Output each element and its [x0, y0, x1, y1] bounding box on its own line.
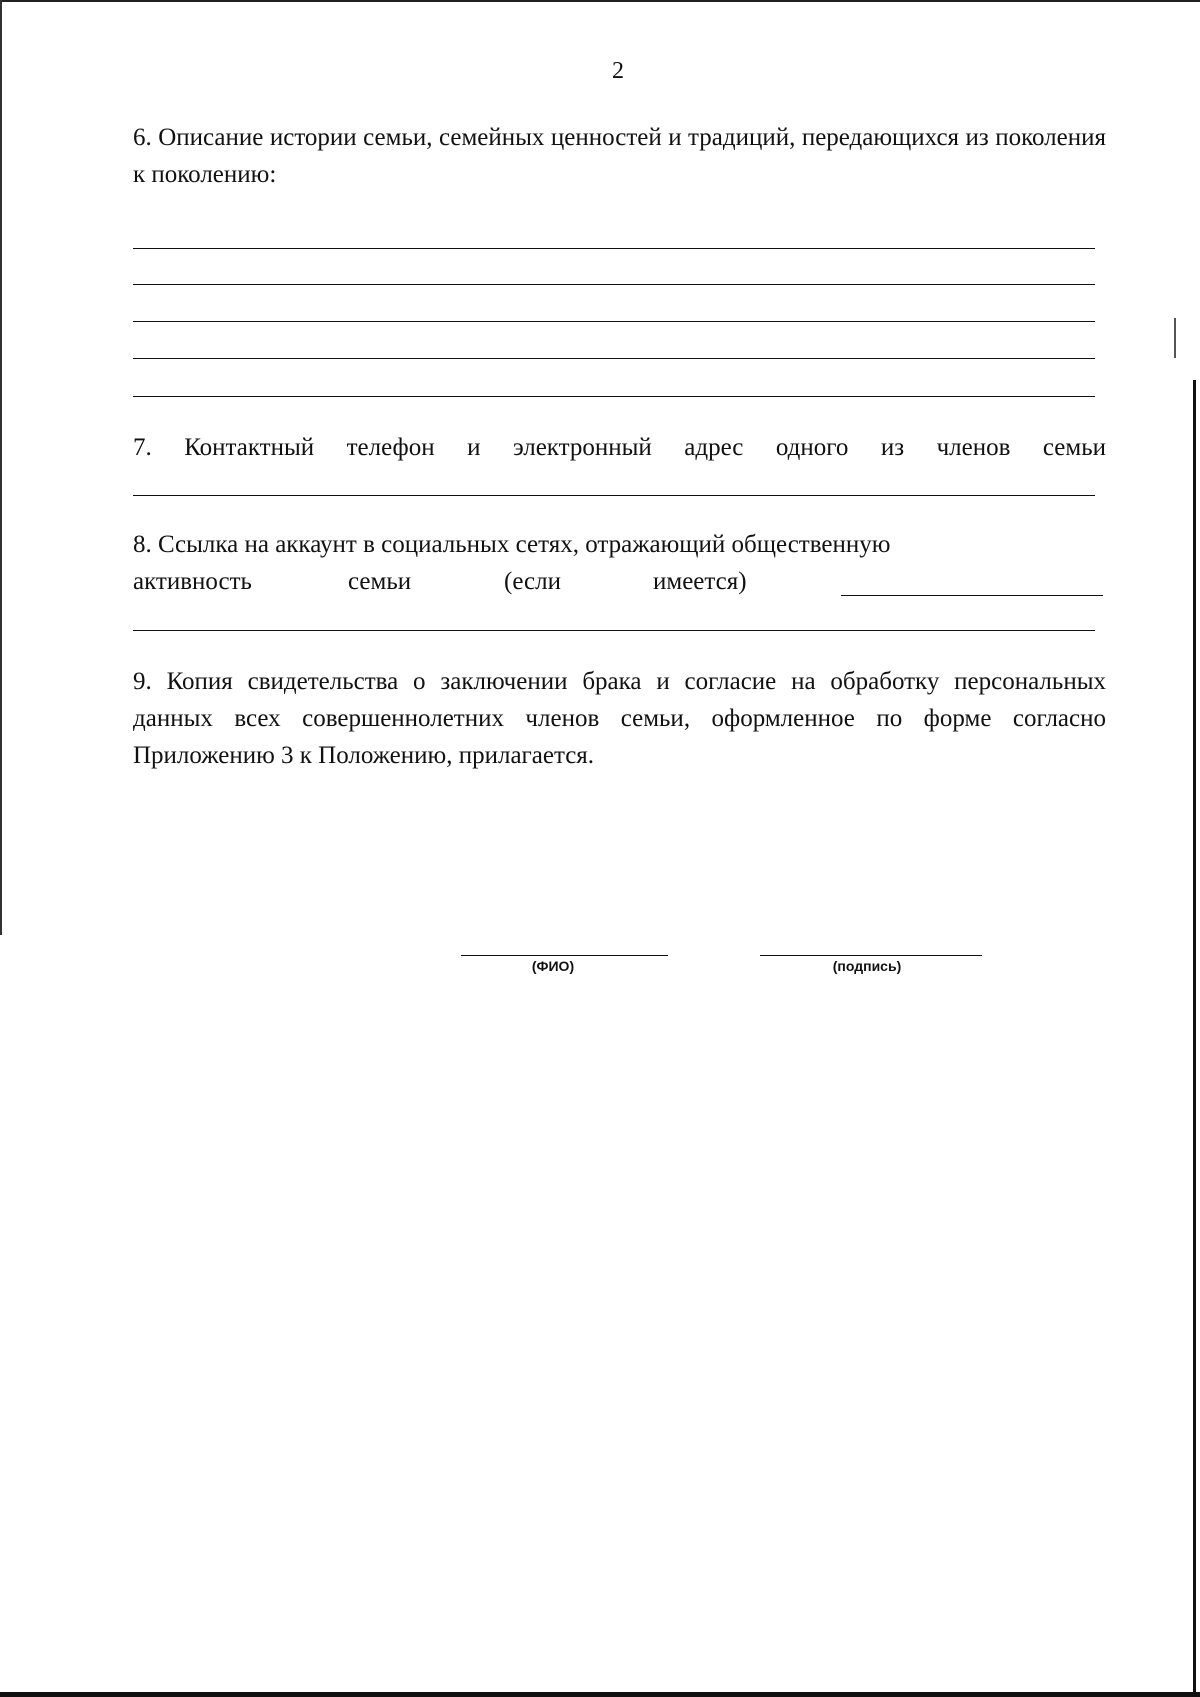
- scan-edge-mark: [1174, 318, 1176, 358]
- item-7-word: и: [467, 434, 481, 461]
- fio-caption: (ФИО): [531, 958, 575, 974]
- answer-line-6-3[interactable]: [133, 321, 1095, 322]
- item-7-word: телефон: [346, 434, 435, 461]
- answer-line-6-5[interactable]: [133, 396, 1095, 397]
- scan-edge-left: [0, 0, 2, 935]
- item-7-word: одного: [775, 434, 849, 461]
- item-8-word: (если: [504, 568, 561, 595]
- page-number: 2: [612, 58, 624, 84]
- item-7-word: из: [880, 434, 905, 461]
- item-8-line-1: [133, 526, 1106, 563]
- answer-line-6-2[interactable]: [133, 284, 1095, 285]
- item-7-word: семьи: [1042, 434, 1106, 461]
- fio-signature-line[interactable]: [461, 955, 668, 956]
- item-8-line-1-text: 8. Ссылка на аккаунт в социальных сетях, отражающий общественную: [133, 531, 891, 558]
- item-7-word: электронный: [512, 434, 652, 461]
- answer-line-6-4[interactable]: [133, 358, 1095, 359]
- signature-line[interactable]: [760, 955, 982, 956]
- answer-line-8-inline[interactable]: [841, 595, 1103, 596]
- answer-line-8[interactable]: [133, 630, 1095, 631]
- scan-edge-bottom: [0, 1692, 1200, 1697]
- item-7-word: Контактный: [184, 434, 315, 461]
- scan-edge-top: [0, 0, 1200, 2]
- answer-line-7[interactable]: [133, 495, 1095, 496]
- item-8-word: имеется): [653, 568, 747, 595]
- item-7-word: членов: [936, 434, 1011, 461]
- scan-edge-right: [1193, 380, 1196, 1697]
- item-8-word: активность: [133, 568, 252, 595]
- item-7-text: [133, 429, 1106, 466]
- item-9-text: 9. Копия свидетельства о заключении брака и согласие на обработку персональных данных всех совершеннолетних членов семьи, оформленное по форме согласно Приложению 3 к Положению, прилагается.: [133, 668, 1106, 769]
- signature-caption: (подпись): [832, 958, 902, 974]
- item-8-word: семьи: [348, 568, 412, 595]
- answer-line-6-1[interactable]: [133, 248, 1095, 249]
- item-7-word: 7.: [133, 434, 152, 461]
- item-6-text: 6. Описание истории семьи, семейных ценностей и традиций, передающихся из поколения к поколению:: [133, 124, 1106, 188]
- item-7-word: адрес: [684, 434, 744, 461]
